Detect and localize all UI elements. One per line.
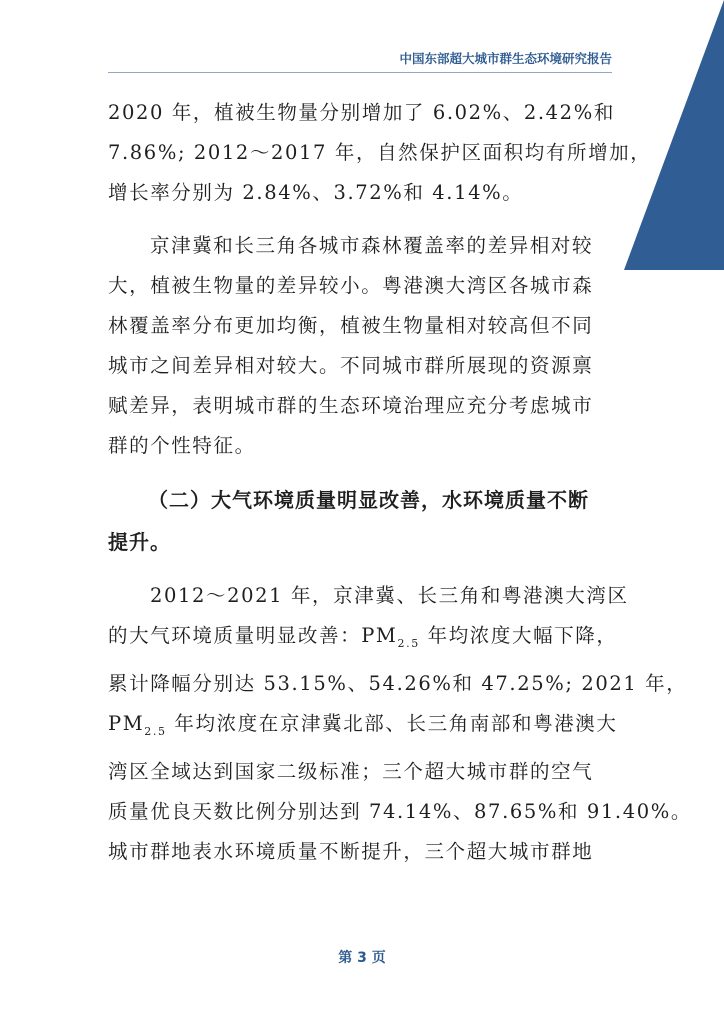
text-line: 赋差异，表明城市群的生态环境治理应充分考虑城市	[108, 394, 594, 417]
text-line: 累计降幅分别达 53.15%、54.26%和 47.25%; 2021 年，	[108, 671, 688, 695]
text-line	[108, 704, 618, 752]
text-line: 城市之间差异相对较大。不同城市群所展现的资源禀	[108, 354, 594, 377]
text-line: 2012～2021 年，京津冀、长三角和粤港澳大湾区	[150, 584, 629, 607]
text-line: 群的个性特征。	[108, 434, 256, 457]
text-span: PM	[108, 711, 145, 735]
page-body	[108, 93, 692, 872]
pm-subscript: 2.5	[144, 724, 167, 738]
header-divider	[108, 72, 612, 73]
text-line: 质量优良天数比例分别达到 74.14%、87.65%和 91.40%。	[108, 799, 692, 823]
text-line: 增长率分别为 2.84%、3.72%和 4.14%。	[108, 181, 524, 204]
text-line: 7.86%; 2012～2017 年，自然保护区面积均有所增加，	[108, 141, 652, 164]
text-line: 2020 年，植被生物量分别增加了 6.02%、2.42%和	[108, 101, 615, 124]
paragraph-forest-coverage	[108, 226, 614, 466]
heading-line: （二）大气环境质量明显改善，水环境质量不断	[148, 488, 589, 512]
section-heading	[108, 479, 614, 563]
paragraph-gap	[108, 466, 614, 479]
text-line: 湾区全域达到国家二级标准；三个超大城市群的空气	[108, 759, 594, 783]
paragraph-air-quality	[108, 576, 692, 872]
heading-line: 提升。	[108, 530, 171, 554]
paragraph-gap	[108, 563, 614, 576]
text-span: 的大气环境质量明显改善：PM	[108, 624, 398, 647]
running-header-title: 中国东部超大城市群生态环境研究报告	[399, 51, 612, 66]
text-line: 大，植被生物量的差异较小。粤港澳大湾区各城市森	[108, 274, 594, 297]
corner-decoration-triangle	[624, 0, 724, 270]
page-number: 第 3 页	[338, 950, 386, 966]
text-span: 年均浓度在京津冀北部、长三角南部和粤港澳大	[166, 711, 618, 735]
text-line	[108, 616, 618, 664]
paragraph-gap	[108, 213, 614, 226]
text-line: 城市群地表水环境质量不断提升，三个超大城市群地	[108, 839, 594, 863]
text-line: 京津冀和长三角各城市森林覆盖率的差异相对较	[150, 234, 594, 257]
pm-subscript: 2.5	[397, 636, 420, 650]
text-line: 林覆盖率分布更加均衡，植被生物量相对较高但不同	[108, 314, 594, 337]
text-span: 年均浓度大幅下降，	[419, 624, 618, 647]
paragraph-vegetation-continued	[108, 93, 652, 213]
